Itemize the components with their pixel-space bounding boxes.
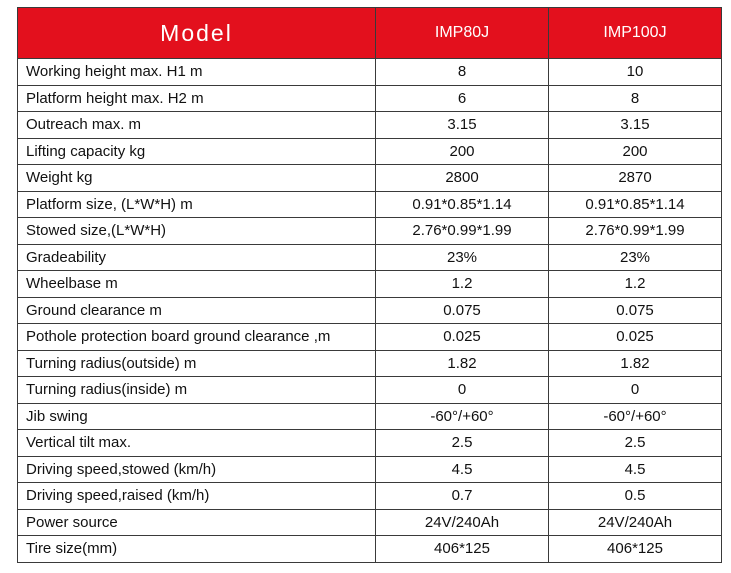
- spec-value-imp100j: 4.5: [549, 456, 722, 483]
- product-header-imp80j: IMP80J: [376, 8, 549, 59]
- spec-value-imp80j: 0: [376, 377, 549, 404]
- spec-value-imp80j: 2.76*0.99*1.99: [376, 218, 549, 245]
- spec-value-imp100j: 2870: [549, 165, 722, 192]
- table-row: [18, 112, 722, 139]
- spec-label-cell: Jib swing: [18, 403, 376, 430]
- spec-label-cell: Driving speed,raised (km/h): [18, 483, 376, 510]
- spec-value-imp80j: 23%: [376, 244, 549, 271]
- spec-value-imp80j: 0.025: [376, 324, 549, 351]
- spec-label-cell: Pothole protection board ground clearance ,m: [18, 324, 376, 351]
- spec-value-imp100j: 23%: [549, 244, 722, 271]
- spec-value-imp80j: 2.5: [376, 430, 549, 457]
- spec-label-cell: Vertical tilt max.: [18, 430, 376, 457]
- spec-value-imp100j: 2.76*0.99*1.99: [549, 218, 722, 245]
- spec-value-imp100j: 1.82: [549, 350, 722, 377]
- spec-value-imp80j: 24V/240Ah: [376, 509, 549, 536]
- product-header-imp100j: IMP100J: [549, 8, 722, 59]
- table-row: [18, 377, 722, 404]
- spec-value-imp80j: -60°/+60°: [376, 403, 549, 430]
- table-row: [18, 324, 722, 351]
- spec-value-imp100j: 0.025: [549, 324, 722, 351]
- spec-label-cell: Platform height max. H2 m: [18, 85, 376, 112]
- spec-value-imp80j: 406*125: [376, 536, 549, 563]
- table-row: [18, 244, 722, 271]
- table-row: [18, 483, 722, 510]
- spec-label-cell: Weight kg: [18, 165, 376, 192]
- spec-label-cell: Ground clearance m: [18, 297, 376, 324]
- spec-value-imp80j: 0.7: [376, 483, 549, 510]
- table-row: [18, 59, 722, 86]
- table-row: [18, 271, 722, 298]
- header-row: [18, 8, 722, 59]
- spec-value-imp100j: 2.5: [549, 430, 722, 457]
- spec-label-cell: Turning radius(outside) m: [18, 350, 376, 377]
- spec-table: [17, 7, 722, 563]
- spec-value-imp80j: 200: [376, 138, 549, 165]
- spec-value-imp100j: 200: [549, 138, 722, 165]
- spec-label-cell: Platform size, (L*W*H) m: [18, 191, 376, 218]
- spec-value-imp80j: 4.5: [376, 456, 549, 483]
- spec-value-imp100j: -60°/+60°: [549, 403, 722, 430]
- table-row: [18, 536, 722, 563]
- spec-label-cell: Lifting capacity kg: [18, 138, 376, 165]
- spec-label-cell: Power source: [18, 509, 376, 536]
- table-header: [18, 8, 722, 59]
- spec-value-imp80j: 0.91*0.85*1.14: [376, 191, 549, 218]
- spec-value-imp100j: 8: [549, 85, 722, 112]
- spec-label-cell: Stowed size,(L*W*H): [18, 218, 376, 245]
- spec-value-imp100j: 24V/240Ah: [549, 509, 722, 536]
- table-row: [18, 138, 722, 165]
- table-row: [18, 297, 722, 324]
- spec-label-cell: Gradeability: [18, 244, 376, 271]
- spec-value-imp100j: 1.2: [549, 271, 722, 298]
- spec-value-imp80j: 1.82: [376, 350, 549, 377]
- spec-value-imp80j: 2800: [376, 165, 549, 192]
- spec-label-cell: Outreach max. m: [18, 112, 376, 139]
- spec-value-imp80j: 1.2: [376, 271, 549, 298]
- spec-value-imp100j: 3.15: [549, 112, 722, 139]
- table-row: [18, 403, 722, 430]
- table-row: [18, 430, 722, 457]
- spec-value-imp100j: 0.075: [549, 297, 722, 324]
- table-row: [18, 456, 722, 483]
- spec-label-cell: Tire size(mm): [18, 536, 376, 563]
- table-row: [18, 350, 722, 377]
- table-row: [18, 165, 722, 192]
- spec-label-cell: Driving speed,stowed (km/h): [18, 456, 376, 483]
- table-body: [18, 59, 722, 563]
- model-header-cell: Model: [18, 8, 376, 59]
- table-row: [18, 509, 722, 536]
- table-row: [18, 218, 722, 245]
- spec-label-cell: Turning radius(inside) m: [18, 377, 376, 404]
- spec-value-imp100j: 10: [549, 59, 722, 86]
- table-row: [18, 191, 722, 218]
- spec-value-imp80j: 6: [376, 85, 549, 112]
- spec-label-cell: Working height max. H1 m: [18, 59, 376, 86]
- spec-value-imp80j: 3.15: [376, 112, 549, 139]
- spec-value-imp80j: 8: [376, 59, 549, 86]
- spec-value-imp100j: 0.5: [549, 483, 722, 510]
- spec-value-imp100j: 0: [549, 377, 722, 404]
- table-row: [18, 85, 722, 112]
- spec-value-imp80j: 0.075: [376, 297, 549, 324]
- spec-label-cell: Wheelbase m: [18, 271, 376, 298]
- spec-value-imp100j: 0.91*0.85*1.14: [549, 191, 722, 218]
- spec-value-imp100j: 406*125: [549, 536, 722, 563]
